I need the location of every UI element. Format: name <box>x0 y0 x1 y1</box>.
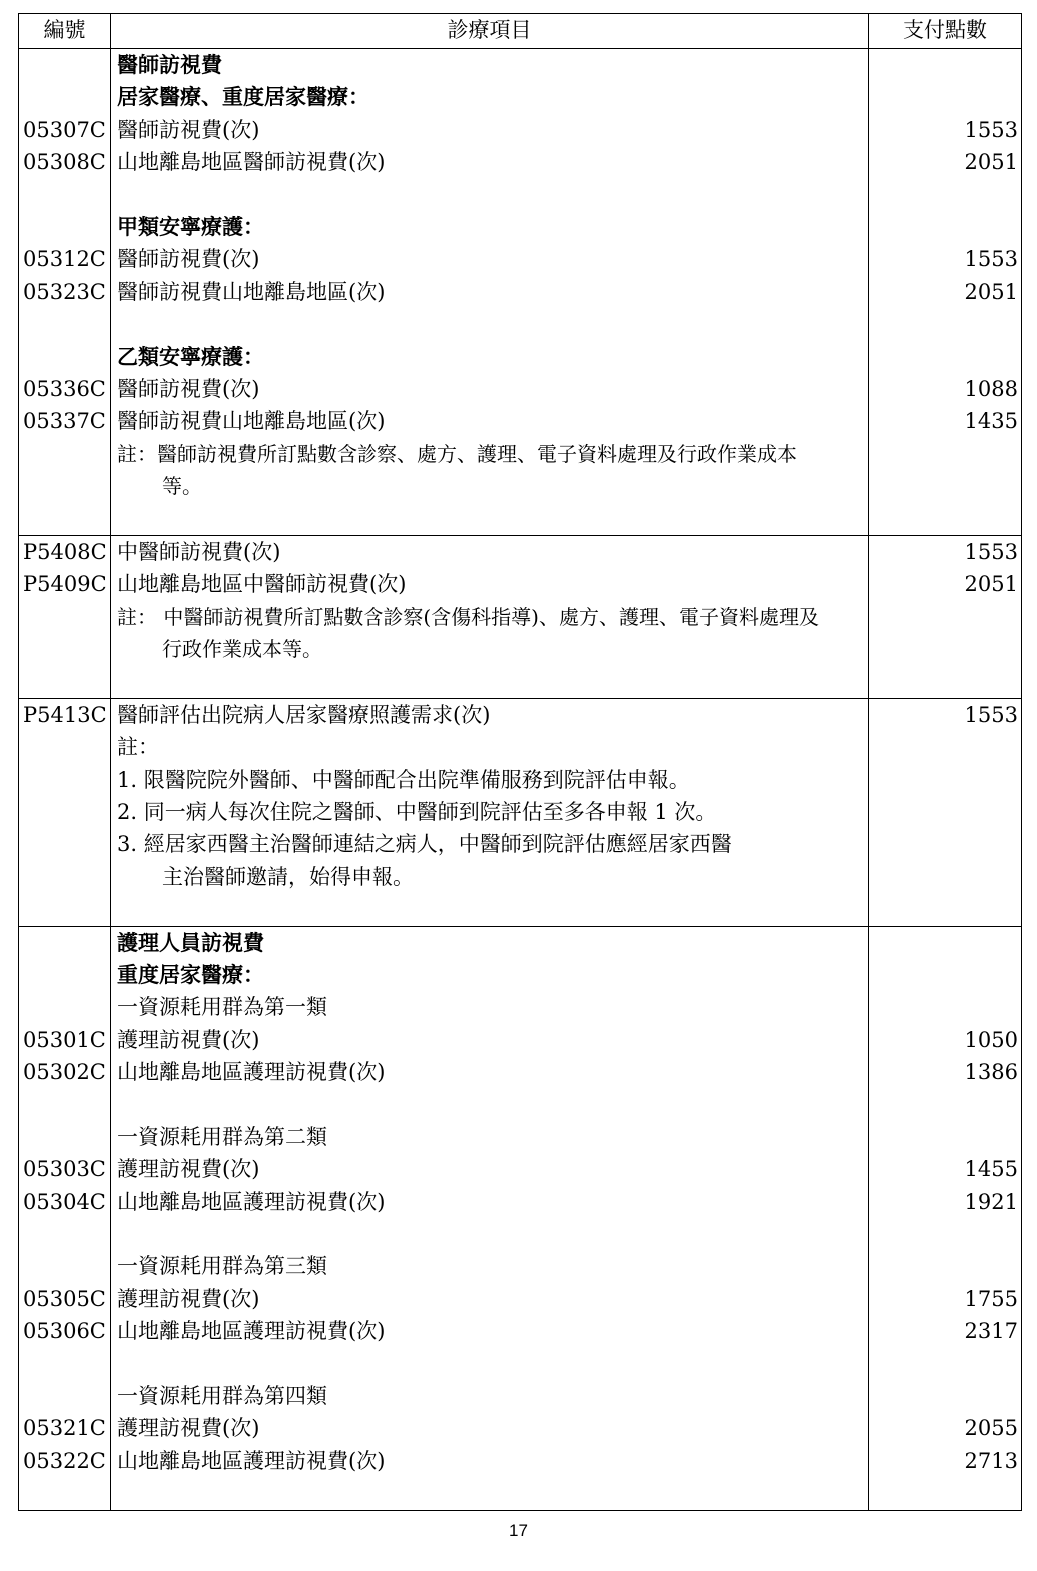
item-text: 醫師訪視費(次) <box>117 376 260 401</box>
fee-code <box>19 959 110 991</box>
points-value <box>869 991 1021 1023</box>
fee-code: P5413C <box>23 702 107 727</box>
points-value <box>869 927 1021 959</box>
points-value <box>869 861 1021 893</box>
points-value: 1553 <box>964 247 1018 272</box>
item-text: 重度居家醫療： <box>117 961 264 987</box>
header-code: 編號 <box>19 14 111 49</box>
table-section-row <box>19 535 1022 698</box>
item-text: 醫師訪視費山地離島地區(次) <box>117 409 386 434</box>
table-header-row <box>19 14 1022 49</box>
item-text: 醫師訪視費(次) <box>117 247 260 272</box>
points-value <box>869 1089 1021 1121</box>
fee-code <box>19 601 110 633</box>
points-value: 1553 <box>964 117 1018 142</box>
item-text: 山地離島地區醫師訪視費(次) <box>117 150 386 175</box>
fee-code <box>19 308 110 340</box>
item-text: 註： 中醫師訪視費所訂點數含診察(含傷科指導)、處方、護理、電子資料處理及 <box>117 604 819 629</box>
points-value <box>869 502 1021 534</box>
points-value <box>869 1477 1021 1509</box>
fee-code <box>19 341 110 373</box>
fee-code: 05308C <box>23 150 106 175</box>
points-value <box>869 179 1021 211</box>
item-text: 山地離島地區護理訪視費(次) <box>117 1060 386 1085</box>
item-text: 等。 <box>162 474 202 499</box>
fee-code <box>19 1348 110 1380</box>
points-value: 1386 <box>964 1060 1018 1085</box>
points-value: 2713 <box>964 1448 1018 1473</box>
item-text: 一資源耗用群為第一類 <box>117 995 327 1020</box>
code-cell <box>19 698 111 926</box>
item-text: 註： <box>117 735 159 760</box>
points-cell <box>869 698 1022 926</box>
item-text: 山地離島地區中醫師訪視費(次) <box>117 572 407 597</box>
fee-code <box>19 1250 110 1282</box>
fee-code <box>19 828 110 860</box>
fee-code <box>19 438 110 470</box>
points-value <box>869 1218 1021 1250</box>
header-item: 診療項目 <box>111 14 869 49</box>
item-text: 護理訪視費(次) <box>117 1157 260 1182</box>
item-text: 乙類安寧療護： <box>117 343 264 369</box>
fee-code <box>19 796 110 828</box>
item-text: 護理訪視費(次) <box>117 1286 260 1311</box>
points-cell <box>869 49 1022 536</box>
points-cell <box>869 926 1022 1510</box>
fee-code <box>19 991 110 1023</box>
points-value: 1553 <box>964 702 1018 727</box>
item-cell <box>111 926 869 1510</box>
points-value <box>869 601 1021 633</box>
points-cell <box>869 535 1022 698</box>
points-value <box>869 308 1021 340</box>
points-value <box>869 796 1021 828</box>
fee-code <box>19 764 110 796</box>
item-text <box>111 179 868 211</box>
item-text: 甲類安寧療護： <box>117 213 264 239</box>
fee-code: 05301C <box>23 1027 106 1052</box>
item-text: 醫師訪視費(次) <box>117 117 260 142</box>
item-text: 護理人員訪視費 <box>117 929 264 955</box>
points-value <box>869 470 1021 502</box>
fee-code: 05321C <box>23 1416 106 1441</box>
fee-code <box>19 665 110 697</box>
fee-code <box>19 1121 110 1153</box>
item-text: 一資源耗用群為第二類 <box>117 1124 327 1149</box>
item-text: 山地離島地區護理訪視費(次) <box>117 1319 386 1344</box>
item-text <box>111 502 868 534</box>
item-text <box>111 665 868 697</box>
item-text: 一資源耗用群為第三類 <box>117 1254 327 1279</box>
points-value: 1435 <box>964 409 1018 434</box>
points-value: 2317 <box>964 1319 1018 1344</box>
fee-code <box>19 927 110 959</box>
item-text: 1. 限醫院院外醫師、中醫師配合出院準備服務到院評估申報。 <box>117 767 690 792</box>
item-text <box>111 1089 868 1121</box>
points-value: 1553 <box>964 539 1018 564</box>
points-value <box>869 211 1021 243</box>
item-text: 醫師訪視費山地離島地區(次) <box>117 279 386 304</box>
fee-code: 05322C <box>23 1448 106 1473</box>
item-text: 主治醫師邀請，始得申報。 <box>162 864 414 889</box>
page-number: 17 <box>509 1521 528 1540</box>
points-value: 2051 <box>964 150 1018 175</box>
fee-code <box>19 179 110 211</box>
item-text <box>111 1218 868 1250</box>
table-body <box>19 49 1022 1511</box>
points-value <box>869 438 1021 470</box>
item-text: 中醫師訪視費(次) <box>117 539 281 564</box>
fee-code: 05304C <box>23 1189 106 1214</box>
fee-code: 05305C <box>23 1286 106 1311</box>
points-value <box>869 828 1021 860</box>
points-value <box>869 1380 1021 1412</box>
item-text <box>111 893 868 925</box>
fee-code <box>19 893 110 925</box>
points-value <box>869 1348 1021 1380</box>
item-text: 醫師訪視費 <box>117 52 222 77</box>
points-value <box>869 665 1021 697</box>
fee-code: 05307C <box>23 117 106 142</box>
code-cell <box>19 49 111 536</box>
points-value <box>869 633 1021 665</box>
item-text <box>111 308 868 340</box>
fee-code <box>19 1218 110 1250</box>
points-value <box>869 764 1021 796</box>
points-value: 1755 <box>964 1286 1018 1311</box>
fee-code: P5409C <box>23 572 107 597</box>
fee-code <box>19 211 110 243</box>
points-value <box>869 81 1021 113</box>
item-text <box>111 1477 868 1509</box>
item-text: 護理訪視費(次) <box>117 1416 260 1441</box>
points-value <box>869 1121 1021 1153</box>
points-value: 2055 <box>964 1416 1018 1441</box>
item-text: 2. 同一病人每次住院之醫師、中醫師到院評估至多各申報 1 次。 <box>117 799 717 824</box>
code-cell <box>19 926 111 1510</box>
item-text: 3. 經居家西醫主治醫師連結之病人，中醫師到院評估應經居家西醫 <box>117 832 732 857</box>
fee-code <box>19 49 110 81</box>
item-cell <box>111 698 869 926</box>
code-cell <box>19 535 111 698</box>
table-section-row <box>19 49 1022 536</box>
item-text: 居家醫療、重度居家醫療： <box>117 84 369 110</box>
points-value: 1088 <box>964 376 1018 401</box>
fee-code <box>19 861 110 893</box>
item-text: 山地離島地區護理訪視費(次) <box>117 1448 386 1473</box>
fee-code <box>19 502 110 534</box>
points-value: 1921 <box>964 1189 1018 1214</box>
item-text: 註：醫師訪視費所訂點數含診察、處方、護理、電子資料處理及行政作業成本 <box>117 441 797 466</box>
points-value <box>869 341 1021 373</box>
item-cell <box>111 535 869 698</box>
points-value <box>869 959 1021 991</box>
fee-schedule-table <box>18 13 1022 1511</box>
table-section-row <box>19 698 1022 926</box>
item-text <box>111 1348 868 1380</box>
item-text: 山地離島地區護理訪視費(次) <box>117 1189 386 1214</box>
item-text: 一資源耗用群為第四類 <box>117 1384 327 1409</box>
fee-code: 05302C <box>23 1060 106 1085</box>
fee-code: 05336C <box>23 376 106 401</box>
fee-code <box>19 731 110 763</box>
fee-code: 05303C <box>23 1157 106 1182</box>
table-section-row <box>19 926 1022 1510</box>
fee-code: 05337C <box>23 409 106 434</box>
fee-code <box>19 633 110 665</box>
fee-code <box>19 1089 110 1121</box>
points-value <box>869 731 1021 763</box>
points-value: 1050 <box>964 1027 1018 1052</box>
item-text: 醫師評估出院病人居家醫療照護需求(次) <box>117 702 491 727</box>
fee-code: 05312C <box>23 247 106 272</box>
fee-code <box>19 1477 110 1509</box>
fee-code <box>19 1380 110 1412</box>
fee-code: P5408C <box>23 539 107 564</box>
item-text: 護理訪視費(次) <box>117 1027 260 1052</box>
item-text: 行政作業成本等。 <box>162 637 322 662</box>
header-points: 支付點數 <box>869 14 1022 49</box>
points-value: 2051 <box>964 279 1018 304</box>
fee-code: 05323C <box>23 279 106 304</box>
points-value: 1455 <box>964 1157 1018 1182</box>
points-value <box>869 1250 1021 1282</box>
points-value <box>869 893 1021 925</box>
fee-code <box>19 81 110 113</box>
fee-code: 05306C <box>23 1319 106 1344</box>
points-value <box>869 49 1021 81</box>
item-cell <box>111 49 869 536</box>
points-value: 2051 <box>964 572 1018 597</box>
fee-code <box>19 470 110 502</box>
